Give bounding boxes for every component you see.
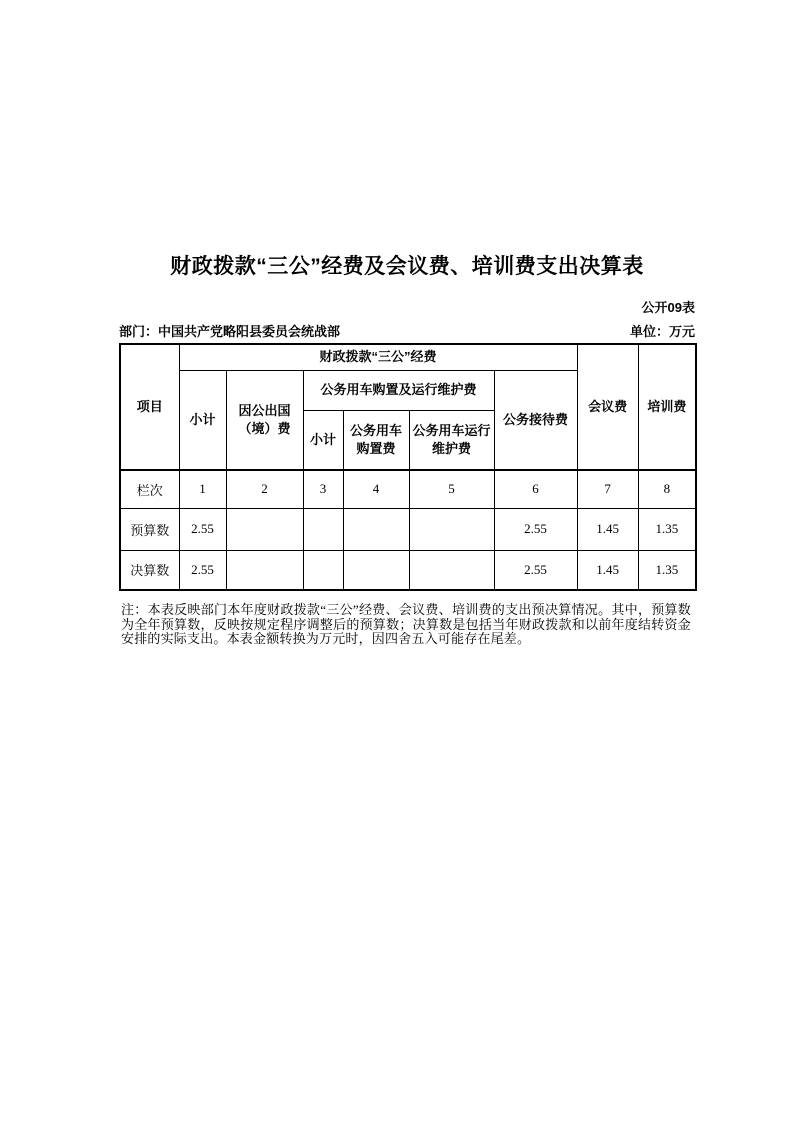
header-training-fee: 培训费	[638, 344, 696, 470]
final-cell	[409, 550, 494, 590]
budget-cell	[409, 508, 494, 550]
final-cell	[226, 550, 303, 590]
table-row-budget	[120, 508, 696, 550]
col-index-cell: 3	[303, 470, 343, 508]
unit-label: 单位：万元	[629, 324, 695, 339]
header-item: 项目	[120, 344, 179, 470]
row-label-column-index: 栏次	[120, 470, 179, 508]
form-code-label: 公开09表	[641, 300, 695, 315]
department-label: 部门：中国共产党略阳县委员会统战部	[119, 324, 341, 339]
budget-cell	[343, 508, 409, 550]
header-meeting-fee: 会议费	[577, 344, 638, 470]
header-vehicle-purchase: 公务用车购置费	[343, 410, 409, 470]
budget-cell: 2.55	[494, 508, 577, 550]
meta-row	[119, 321, 695, 340]
col-index-cell: 5	[409, 470, 494, 508]
budget-cell: 2.55	[179, 508, 226, 550]
col-index-cell: 7	[577, 470, 638, 508]
budget-cell	[226, 508, 303, 550]
final-cell: 2.55	[494, 550, 577, 590]
header-abroad-fee: 因公出国（境）费	[226, 370, 303, 470]
final-cell	[303, 550, 343, 590]
header-reception-fee: 公务接待费	[494, 370, 577, 470]
row-label-budget: 预算数	[120, 508, 179, 550]
page-title: 财政拨款“三公”经费及会议费、培训费支出决算表	[170, 255, 644, 278]
table-row-final	[120, 550, 696, 590]
expenditure-table	[119, 343, 697, 591]
final-cell: 1.45	[577, 550, 638, 590]
header-subtotal: 小计	[179, 370, 226, 470]
budget-cell	[303, 508, 343, 550]
budget-cell: 1.45	[577, 508, 638, 550]
col-index-cell: 1	[179, 470, 226, 508]
header-vehicle-maintenance: 公务用车运行维护费	[409, 410, 494, 470]
final-cell	[343, 550, 409, 590]
row-label-final: 决算数	[120, 550, 179, 590]
col-index-cell: 4	[343, 470, 409, 508]
col-index-cell: 2	[226, 470, 303, 508]
final-cell: 1.35	[638, 550, 696, 590]
header-vehicle-group: 公务用车购置及运行维护费	[303, 370, 494, 410]
col-index-cell: 8	[638, 470, 696, 508]
header-vehicle-subtotal: 小计	[303, 410, 343, 470]
col-index-cell: 6	[494, 470, 577, 508]
final-cell: 2.55	[179, 550, 226, 590]
header-sangong-group: 财政拨款“三公”经费	[179, 344, 577, 370]
budget-cell: 1.35	[638, 508, 696, 550]
footnote: 注：本表反映部门本年度财政拨款“三公”经费、会议费、培训费的支出预决算情况。其中，预算数为全年预算数，反映按规定程序调整后的预算数；决算数是包括当年财政拨款和以前年度结转资金安排的实际支出。本表金额转换为万元时，因四舍五入可能存在尾差。	[121, 602, 691, 647]
table-row-column-index	[120, 470, 696, 508]
